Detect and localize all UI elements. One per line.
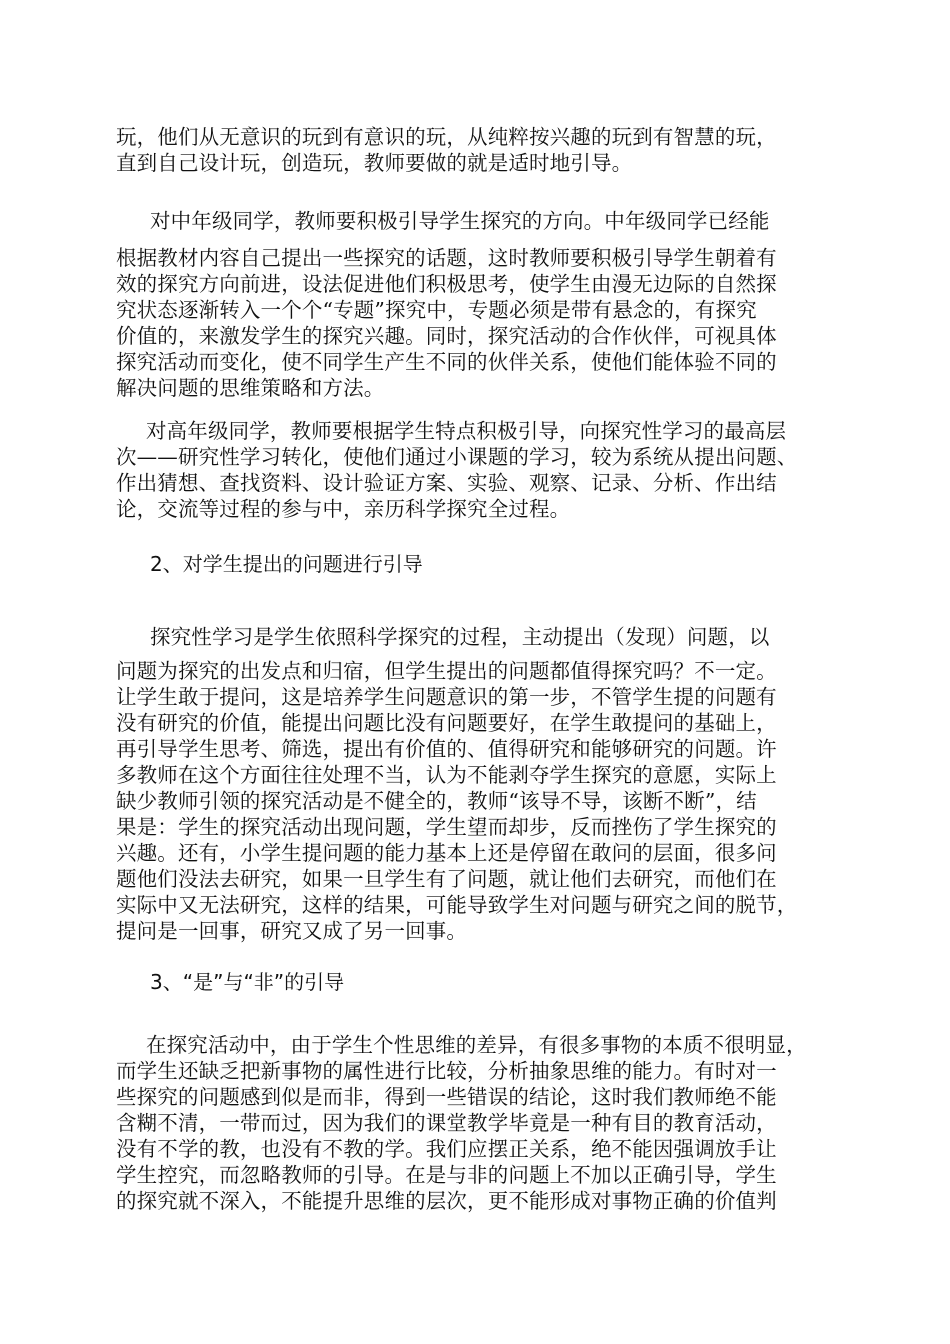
paragraph-2-line-4: 价值的，来激发学生的探究兴趣。同时，探究活动的合作伙伴，可视具体 (116, 324, 777, 348)
paragraph-4-line-1: 问题为探究的出发点和归宿，但学生提出的问题都值得探究吗？不一定。 (116, 659, 777, 683)
paragraph-4-first-line: 探究性学习是学生依照科学探究的过程，主动提出（发现）问题，以 (150, 625, 770, 649)
paragraph-5-line-2: 而学生还缺乏把新事物的属性进行比较，分析抽象思维的能力。有时对一 (116, 1059, 777, 1083)
paragraph-4-line-2: 让学生敢于提问，这是培养学生问题意识的第一步，不管学生提的问题有 (116, 685, 777, 709)
paragraph-3-line-2: 次——研究性学习转化，使他们通过小课题的学习，较为系统从提出问题、 (116, 445, 798, 469)
paragraph-5-line-7: 的探究就不深入，不能提升思维的层次，更不能形成对事物正确的价值判 (116, 1189, 777, 1213)
paragraph-5-line-4: 含糊不清，一带而过，因为我们的课堂教学毕竟是一种有目的教育活动， (116, 1111, 777, 1135)
paragraph-3-line-1: 对高年级同学，教师要根据学生特点积极引导，向探究性学习的最高层 (146, 419, 787, 443)
paragraph-4-line-3: 没有研究的价值，能提出问题比没有问题要好，在学生敢提问的基础上， (116, 711, 777, 735)
paragraph-4-line-11: 提问是一回事，研究又成了另一回事。 (116, 919, 468, 943)
paragraph-2-line-5: 探究活动而变化，使不同学生产生不同的伙伴关系，使他们能体验不同的 (116, 350, 777, 374)
paragraph-1-line-1: 玩，他们从无意识的玩到有意识的玩，从纯粹按兴趣的玩到有智慧的玩， (116, 125, 777, 149)
paragraph-5-line-5: 没有不学的教，也没有不教的学。我们应摆正关系，绝不能因强调放手让 (116, 1137, 777, 1161)
paragraph-2-line-3: 究状态逐渐转入一个个“专题”探究中，专题必须是带有悬念的，有探究 (116, 298, 757, 322)
paragraph-2-line-1: 根据教材内容自己提出一些探究的话题，这时教师要积极引导学生朝着有 (116, 246, 777, 270)
paragraph-1-line-2: 直到自己设计玩，创造玩，教师要做的就是适时地引导。 (116, 151, 633, 175)
paragraph-5-line-1: 在探究活动中，由于学生个性思维的差异，有很多事物的本质不很明显， (146, 1033, 807, 1057)
paragraph-4-line-4: 再引导学生思考、筛选，提出有价值的、值得研究和能够研究的问题。许 (116, 737, 777, 761)
section-heading-3: 3、“是”与“非”的引导 (150, 970, 345, 994)
paragraph-4-line-8: 兴趣。还有，小学生提问题的能力基本上还是停留在敢问的层面，很多问 (116, 841, 777, 865)
paragraph-5-line-3: 些探究的问题感到似是而非，得到一些错误的结论，这时我们教师绝不能 (116, 1085, 777, 1109)
paragraph-3-line-4: 论，交流等过程的参与中，亲历科学探究全过程。 (116, 497, 571, 521)
section-heading-2: 2、对学生提出的问题进行引导 (150, 552, 423, 576)
paragraph-4-line-5: 多教师在这个方面往往处理不当，认为不能剥夺学生探究的意愿，实际上 (116, 763, 777, 787)
paragraph-4-line-10: 实际中又无法研究，这样的结果，可能导致学生对问题与研究之间的脱节， (116, 893, 798, 917)
paragraph-2-line-2: 效的探究方向前进，设法促进他们积极思考，使学生由漫无边际的自然探 (116, 272, 777, 296)
paragraph-5-line-6: 学生控究，而忽略教师的引导。在是与非的问题上不加以正确引导，学生 (116, 1163, 777, 1187)
paragraph-4-line-9: 题他们没法去研究，如果一旦学生有了问题，就让他们去研究，而他们在 (116, 867, 777, 891)
paragraph-3-line-3: 作出猜想、查找资料、设计验证方案、实验、观察、记录、分析、作出结 (116, 471, 777, 495)
paragraph-2-line-6: 解决问题的思维策略和方法。 (116, 376, 385, 400)
paragraph-4-line-6: 缺少教师引领的探究活动是不健全的，教师“该导不导，该断不断”，结 (116, 789, 757, 813)
paragraph-2-first-line: 对中年级同学，教师要积极引导学生探究的方向。中年级同学已经能 (150, 209, 770, 233)
paragraph-4-line-7: 果是：学生的探究活动出现问题，学生望而却步，反而挫伤了学生探究的 (116, 815, 777, 839)
